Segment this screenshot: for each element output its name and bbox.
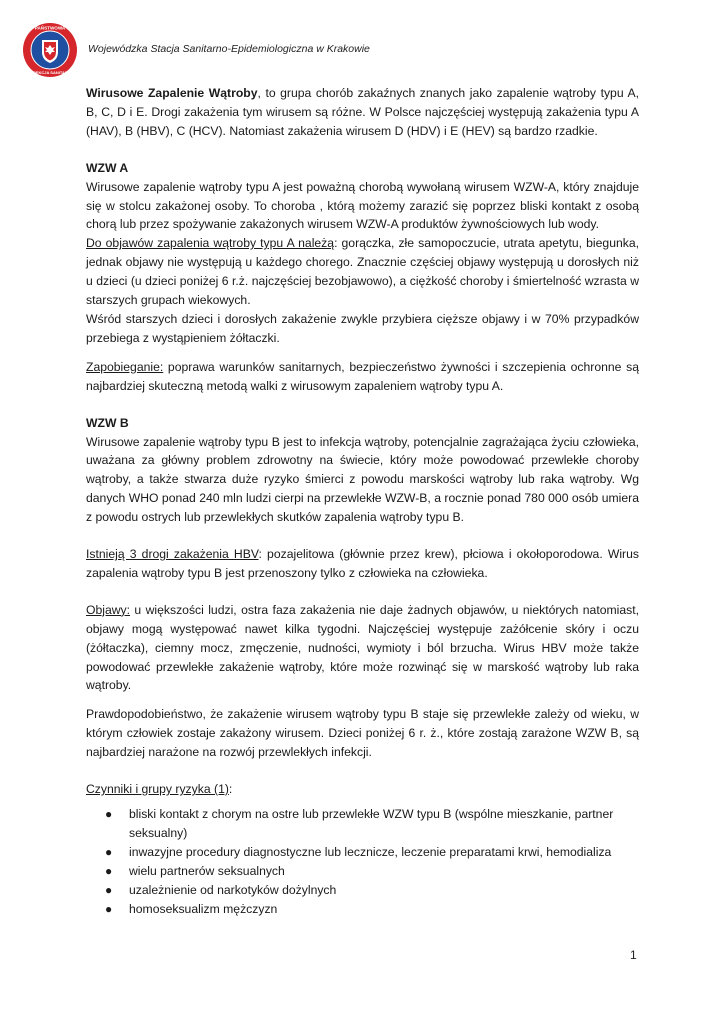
wzw-a-paragraph-3: Wśród starszych dzieci i dorosłych zakażenie zwykle przybiera cięższe objawy i w 70% przypadków przebiega z wystąpieniem żółtaczki. xyxy=(86,311,639,345)
page-number: 1 xyxy=(630,948,637,962)
wzw-b-risk-suffix: : xyxy=(228,782,233,797)
list-item xyxy=(86,881,639,900)
risk-factors-list xyxy=(86,805,639,918)
list-item-text: inwazyjne procedury diagnostyczne lub lecznicze, leczenie preparatami krwi, hemodializa xyxy=(129,844,612,859)
sanitary-inspection-logo xyxy=(22,22,78,78)
logo-bottom-text: INSPEKCJA SANITARNA xyxy=(26,70,74,75)
list-item xyxy=(86,900,639,919)
list-item xyxy=(86,805,639,843)
bullet-icon: ● xyxy=(105,901,113,916)
list-item-text: homoseksualizm mężczyzn xyxy=(129,901,278,916)
bullet-icon: ● xyxy=(105,882,113,897)
wzw-b-routes-paragraph xyxy=(86,545,639,583)
wzw-a-symptoms-paragraph xyxy=(86,234,639,310)
institution-name: Wojewódzka Stacja Sanitarno-Epidemiologiczna w Krakowie xyxy=(88,43,370,55)
bullet-icon: ● xyxy=(105,844,113,859)
wzw-b-routes-text: : pozajelitowa (głównie przez krew), płciowa i okołoporodowa. Wirus zapalenia wątroby typu B jest przenoszony tylko z człowieka na człowieka. xyxy=(86,547,639,580)
intro-paragraph xyxy=(86,84,639,141)
wzw-b-symptoms-text: u większości ludzi, ostra faza zakażenia nie daje żadnych objawów, u niektórych natomiast, objawy mogą występować nawet kilka tygodni. Najczęściej występuje zażółcenie skóry i oczu (żółtaczka), ciemny mocz, zmęczenie, nudności, wymioty i ból brzucha. Wirus HBV może także powodować przewlekłe zakażenie wątroby, które może rozwinąć się w marskość wątroby lub raka wątroby. xyxy=(86,602,639,693)
wzw-a-prevention-text: poprawa warunków sanitarnych, bezpieczeństwo żywności i szczepienia ochronne są najbardziej skuteczną metodą walki z wirusowym zapaleniem wątroby typu A. xyxy=(86,359,639,393)
wzw-b-symptoms-label: Objawy: xyxy=(86,602,131,617)
wzw-b-risk-heading xyxy=(86,780,639,799)
list-item-text: wielu partnerów seksualnych xyxy=(129,863,285,878)
intro-text: , to grupa chorób zakaźnych znanych jako zapalenie wątroby typu A, B, C, D i E. Drogi zakażenia tym wirusem są różne. W Polsce najczęściej występują zakażenia typu A (HAV), B (HBV), C (HCV). Natomiast zakażenia wirusem D (HDV) i E (HEV) są bardzo rzadkie. xyxy=(86,86,639,138)
wzw-a-paragraph-1: Wirusowe zapalenie wątroby typu A jest poważną chorobą wywołaną wirusem WZW-A, który znajduje się w stolcu zakażonej osoby. To choroba , którą możemy zarazić się poprzez bliski kontakt z osobą chorą lub przez spożywanie zakażonych wirusem WZW-A produktów żywnościowych lub wody. xyxy=(86,179,639,232)
wzw-b-risk-label: Czynniki i grupy ryzyka (1) xyxy=(86,782,229,797)
wzw-b-heading: WZW B xyxy=(86,415,129,430)
list-item xyxy=(86,843,639,862)
list-item-text: uzależnienie od narkotyków dożylnych xyxy=(129,882,337,897)
wzw-a-heading: WZW A xyxy=(86,160,129,175)
wzw-b-paragraph-4: Prawdopodobieństwo, że zakażenie wirusem wątroby typu B staje się przewlekłe zależy od wieku, w którym człowiek zostaje zakażony wirusem. Dzieci poniżej 6 r. ż., które zostają zarażone WZW B, są najbardziej narażone na rozwój przewlekłych infekcji. xyxy=(86,707,639,760)
intro-bold-lead: Wirusowe Zapalenie Wątroby xyxy=(86,86,258,100)
wzw-b-paragraph-1: Wirusowe zapalenie wątroby typu B jest to infekcja wątroby, potencjalnie zagrażająca życiu człowieka, uważana za główny problem zdrowotny na świecie, który może powodować przewlekłe choroby wątroby, a także stwarza duże ryzyko śmierci z powodu marskości wątroby lub raka wątroby. Wg danych WHO ponad 240 mln ludzi cierpi na przewlekłe WZW-B, a rocznie ponad 780 000 osób umiera z powodu ostrych lub przewlekłych skutków zapalenia wątroby typu B. xyxy=(86,434,639,525)
list-item xyxy=(86,862,639,881)
wzw-b-routes-label: Istnieją 3 drogi zakażenia HBV xyxy=(86,547,259,562)
wzw-a-prevention-paragraph xyxy=(86,358,639,396)
wzw-a-symptoms-label: Do objawów zapalenia wątroby typu A należą xyxy=(86,236,335,251)
logo-top-text: PAŃSTWOWA xyxy=(34,25,66,31)
wzw-a-prevention-label: Zapobieganie: xyxy=(86,359,164,374)
wzw-a-symptoms-text: : gorączka, złe samopoczucie, utrata apetytu, biegunka, jednak objawy nie występują u każdego chorego. Znacznie częściej objawy występują u dorosłych niż u dzieci (u dzieci poniżej 6 r.ż. najczęściej bezobjawowo), a ciężkość choroby i śmiertelność wzrasta w starszych grupach wiekowych. xyxy=(86,236,640,308)
wzw-b-symptoms-paragraph xyxy=(86,601,639,696)
bullet-icon: ● xyxy=(105,807,113,821)
document-body xyxy=(86,84,639,918)
bullet-icon: ● xyxy=(105,863,113,878)
list-item-text: bliski kontakt z chorym na ostre lub przewlekłe WZW typu B (wspólne mieszkanie, partner seksualny) xyxy=(129,807,614,840)
